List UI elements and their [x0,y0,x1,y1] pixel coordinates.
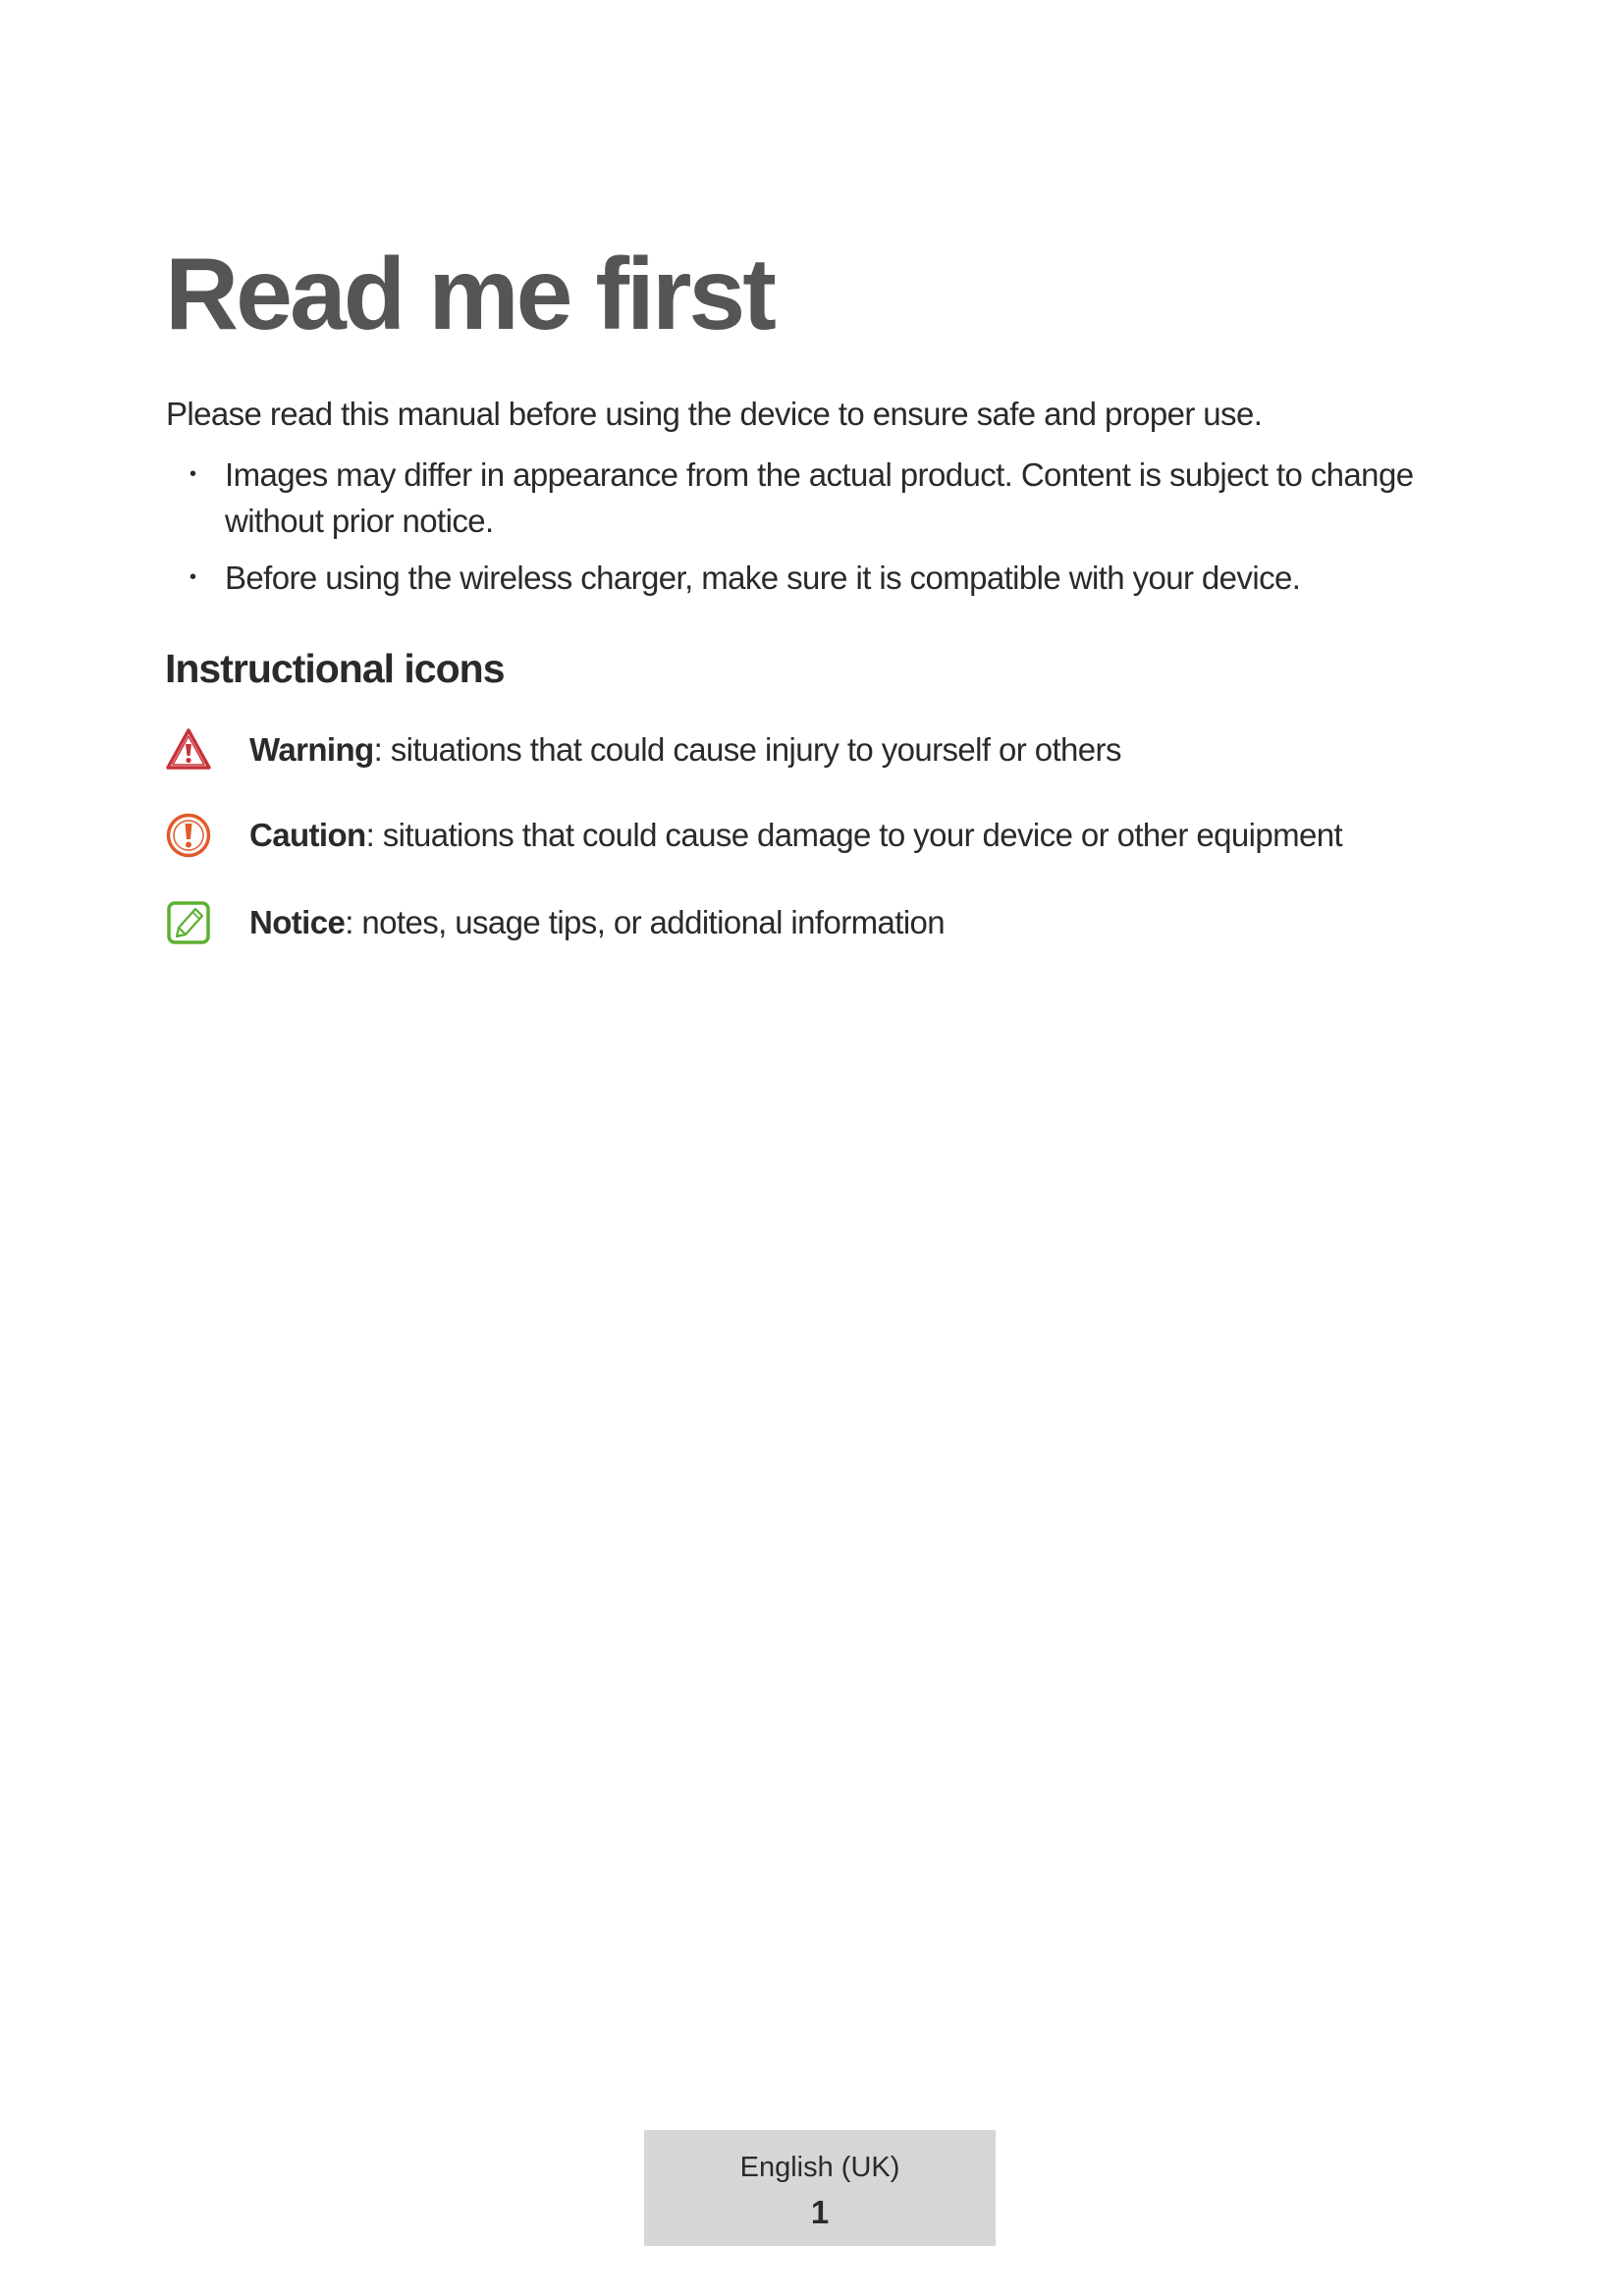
icon-legend-caution [165,812,1441,861]
footer-language: English (UK) [739,2152,900,2183]
caution-label: Caution [249,817,366,853]
bullet-text: Images may differ in appearance from the actual product. Content is subject to change without prior notice. [225,456,1414,539]
warning-label: Warning [249,731,374,768]
bullet-text: Before using the wireless charger, make sure it is compatible with your device. [225,560,1301,596]
icon-legend-warning [165,726,1441,775]
bullet-dot-icon: • [189,463,196,485]
notice-separator: : [345,904,353,940]
notice-pen-icon [165,899,212,946]
caution-description [249,812,1342,859]
caution-circle-icon [165,812,212,859]
warning-text: situations that could cause injury to yourself or others [382,731,1121,768]
notice-description [249,899,945,946]
page-title: Read me first [165,238,774,351]
warning-separator: : [373,731,383,768]
notice-label: Notice [249,904,346,940]
caution-text: situations that could cause damage to your device or other equipment [374,817,1343,853]
bullet-item [189,452,1452,544]
bullet-dot-icon: • [189,566,196,588]
intro-paragraph: Please read this manual before using the device to ensure safe and proper use. [166,396,1263,432]
page-number: 1 [810,2194,830,2230]
section-heading-instructional-icons: Instructional icons [165,646,505,691]
icon-legend-notice [165,899,1441,948]
bullet-item [189,555,1452,601]
caution-separator: : [365,817,375,853]
notice-text: notes, usage tips, or additional information [352,904,946,940]
warning-triangle-icon [165,726,212,774]
warning-description [249,726,1121,774]
page-footer [644,2130,996,2246]
